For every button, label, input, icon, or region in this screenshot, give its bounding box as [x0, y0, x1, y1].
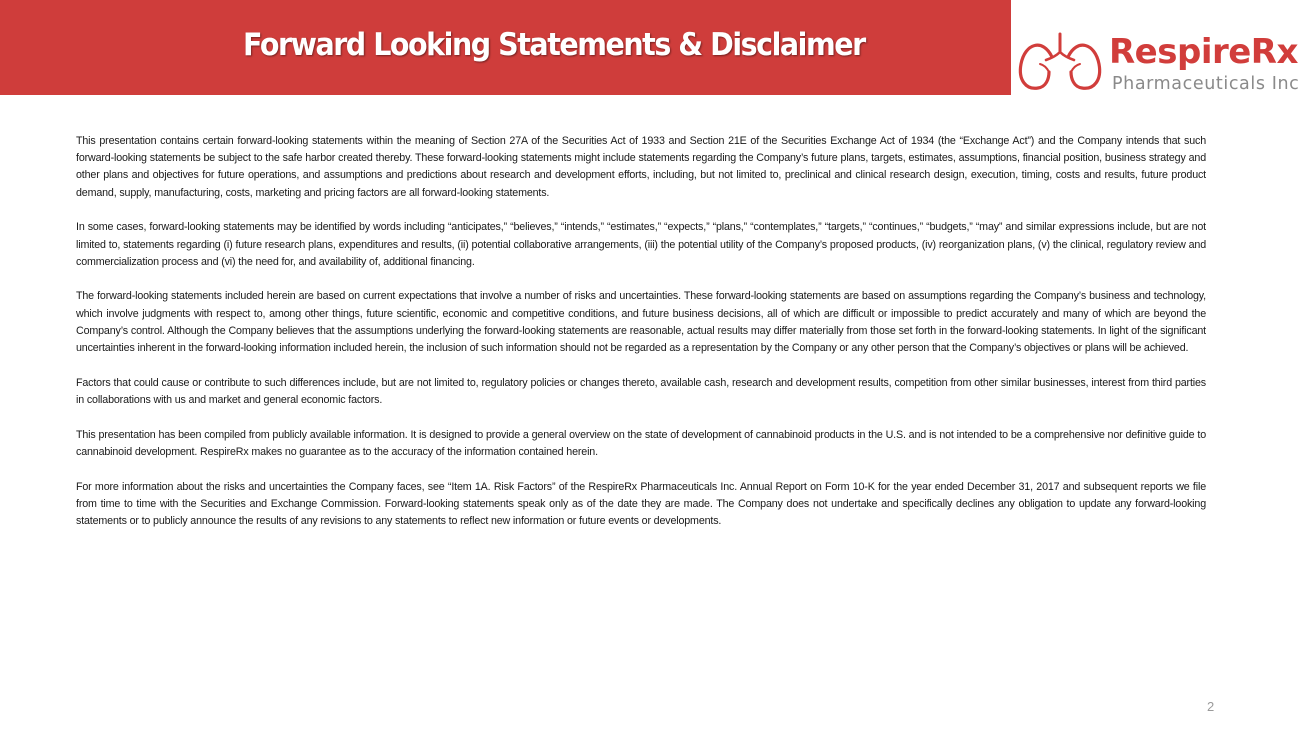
- paragraph: For more information about the risks and uncertainties the Company faces, see “Item 1A. Risk Factors” of the RespireRx Pharmaceuticals Inc. Annual Report on Form 10-K for the year ended December 31, 2017 and subsequent reports we file from time to time with the Securities and Exchange Commission. Forward-looking statements speak only as of the date they are made. The Company does not undertake and specifically declines any obligation to update any forward-looking statements or to publicly announce the results of any revisions to any statements to reflect new information or future events or developments.: [76, 480, 1206, 527]
- paragraph: The forward-looking statements included herein are based on current expectations that involve a number of risks and uncertainties. These forward-looking statements are based on assumptions regarding the Company’s business and technology, which involve judgments with respect to, among other things, future scientific, economic and competitive conditions, and future business decisions, all of which are difficult or impossible to predict accurately and many of which are beyond the Company’s control. Although the Company believes that the assumptions underlying the forward-looking statements are reasonable, actual results may differ materially from those set forth in the forward-looking statements. In light of the significant uncertainties inherent in the forward-looking information included herein, the inclusion of such information should not be regarded as a representation by the Company or any other person that the Company’s objectives or plans will be achieved.: [76, 290, 1206, 355]
- paragraph: This presentation contains certain forward-looking statements within the meaning of Section 27A of the Securities Act of 1933 and Section 21E of the Securities Exchange Act of 1934 (the “Exchange Act”) and the Company intends that such forward-looking statements be subject to the safe harbor created thereby. These forward-looking statements might include statements regarding the Company’s future plans, targets, estimates, assumptions, financial position, business strategy and other plans and objectives for future operations, and assumptions and predictions about research and development efforts, including, but not limited to, preclinical and clinical research design, execution, timing, costs and results, future product demand, supply, manufacturing, costs, marketing and pricing factors are all forward-looking statements.: [76, 135, 1206, 199]
- logo-subtitle: Pharmaceuticals Inc: [1112, 74, 1300, 94]
- page-number: 2: [1207, 699, 1215, 714]
- paragraph: This presentation has been compiled from publicly available information. It is designed to provide a general overview on the state of development of cannabinoid products in the U.S. and is not intended to be a comprehensive nor definitive guide to cannabinoid development. RespireRx makes no guarantee as to the accuracy of the information contained herein.: [76, 428, 1206, 458]
- logo-name: RespireRx: [1109, 32, 1298, 72]
- paragraph: In some cases, forward-looking statements may be identified by words including “anticipates,” “believes,” “intends,” “estimates,” “expects,” “plans,” “contemplates,” “targets,” “continues,” “budgets,” “may” and similar expressions include, but are not limited to, statements regarding (i) future research plans, expenditures and results, (ii) potential collaborative arrangements, (iii) the potential utility of the Company’s proposed products, (iv) reorganization plans, (v) the clinical, regulatory review and commercialization process and (vi) the need for, and availability of, additional financing.: [76, 221, 1206, 268]
- paragraph: Factors that could cause or contribute to such differences include, but are not limited to, regulatory policies or changes thereto, available cash, research and development results, competition from other similar businesses, interest from third parties in collaborations with us and market and general economic factors.: [76, 376, 1206, 406]
- company-logo: [1016, 30, 1311, 92]
- page-title: Forward Looking Statements & Disclaimer: [243, 27, 865, 63]
- lungs-icon: [1016, 30, 1104, 92]
- disclaimer-body: [76, 133, 1206, 548]
